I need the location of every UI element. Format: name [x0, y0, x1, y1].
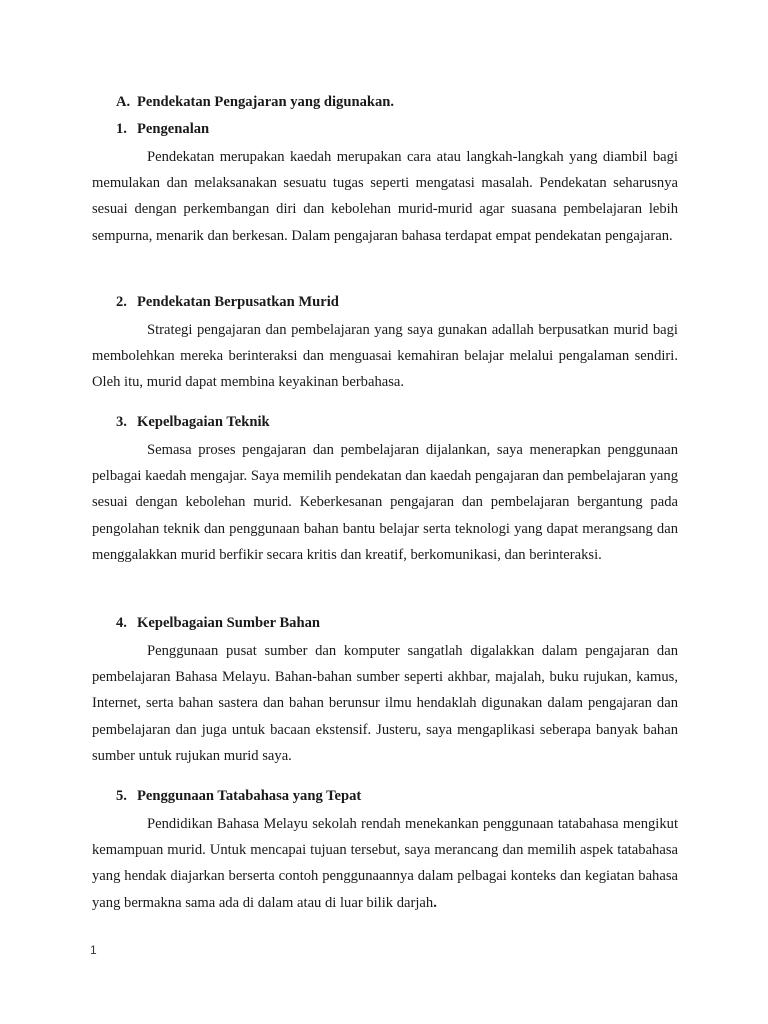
heading-berpusatkan-murid — [116, 292, 339, 312]
heading-number: 1. — [116, 121, 127, 137]
paragraph-tatabahasa — [92, 811, 678, 916]
paragraph-sumber-bahan: Penggunaan pusat sumber dan komputer sangatlah digalakkan dalam pengajaran dan pembelajaran Bahasa Melayu. Bahan-bahan sumber seperti akhbar, majalah, buku rujukan, kamus, Internet, serta bahan sastera dan bahan berunsur ilmu hendaklah digunakan dalam pengajaran dan pembelajaran dan juga untuk bacaan ekstensif. Justeru, saya mengaplikasi seberapa banyak bahan sumber untuk rujukan murid saya. — [92, 643, 678, 764]
paragraph-pengenalan: Pendekatan merupakan kaedah merupakan cara atau langkah-langkah yang diambil bagi memulakan dan melaksanakan sesuatu tugas seperti mengatasi masalah. Pendekatan seharusnya sesuai dengan perkembangan diri dan kebolehan murid-murid agar suasana pembelajaran lebih sempurna, menarik dan berkesan. Dalam pengajaran bahasa terdapat empat pendekatan pengajaran. — [92, 149, 678, 244]
heading-kepelbagaian-teknik — [116, 412, 270, 432]
heading-text: Pendekatan Berpusatkan Murid — [137, 294, 339, 310]
heading-text: Penggunaan Tatabahasa yang Tepat — [137, 788, 362, 804]
section-title-text: Pendekatan Pengajaran yang digunakan. — [137, 94, 395, 110]
heading-text: Pengenalan — [137, 121, 210, 137]
section-letter: A. — [116, 94, 131, 110]
heading-pengenalan — [116, 119, 209, 139]
heading-text: Kepelbagaian Sumber Bahan — [137, 615, 321, 631]
heading-number: 3. — [116, 414, 127, 430]
paragraph-tatabahasa-text: Pendidikan Bahasa Melayu sekolah rendah menekankan penggunaan tatabahasa mengikut kemampuan murid. Untuk mencapai tujuan tersebut, saya merancang dan memilih aspek tatabahasa yang hendak diajarkan berserta contoh penggunaannya dalam pelbagai konteks dan kegiatan bahasa yang bermakna sama ada di dalam atau di luar bilik darjah — [92, 816, 678, 911]
paragraph-berpusatkan-murid: Strategi pengajaran dan pembelajaran yang saya gunakan adallah berpusatkan murid bagi membolehkan mereka berinteraksi dan menguasai kemahiran belajar melalui pengalaman sendiri. Oleh itu, murid dapat membina keyakinan berbahasa. — [92, 322, 678, 391]
page-number: 1 — [90, 943, 97, 957]
heading-number: 2. — [116, 294, 127, 310]
section-title — [116, 92, 394, 112]
heading-text: Kepelbagaian Teknik — [137, 414, 270, 430]
heading-number: 4. — [116, 615, 127, 631]
paragraph-end-period: . — [433, 894, 437, 911]
paragraph-kepelbagaian-teknik: Semasa proses pengajaran dan pembelajaran dijalankan, saya menerapkan penggunaan pelbagai kaedah mengajar. Saya memilih pendekatan dan kaedah pengajaran dan pembelajaran yang sesuai dengan kebolehan murid. Keberkesanan pengajaran dan pembelajaran bergantung pada pengolahan teknik dan penggunaan bahan bantu belajar serta teknologi yang dapat merangsang dan menggalakkan murid berfikir secara kritis dan kreatif, berkomunikasi, dan berinteraksi. — [92, 442, 678, 563]
heading-tatabahasa — [116, 786, 361, 806]
heading-sumber-bahan — [116, 613, 320, 633]
heading-number: 5. — [116, 788, 127, 804]
